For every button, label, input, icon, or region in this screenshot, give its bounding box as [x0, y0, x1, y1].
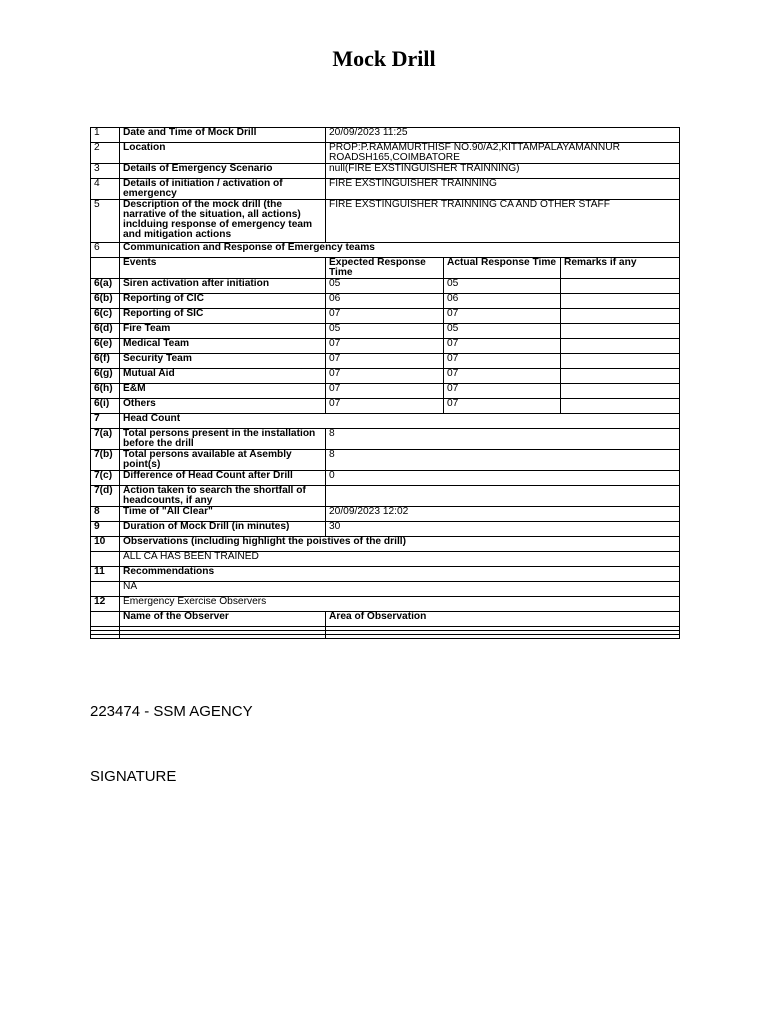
remarks-value [561, 399, 680, 414]
blank-cell [91, 612, 120, 627]
expected-value: 07 [326, 309, 444, 324]
row-value: 8 [326, 429, 680, 450]
table-row [91, 429, 680, 450]
agency-name: 223474 - SSM AGENCY [90, 703, 253, 720]
table-row [91, 369, 680, 384]
table-row [91, 324, 680, 339]
column-header-row [91, 258, 680, 279]
row-value: PROP:P.RAMAMURTHISF NO.90/A2,KITTAMPALAYAMANNUR ROADSH165,COIMBATORE [326, 143, 680, 164]
section-label: Recommendations [120, 567, 680, 582]
event-label: Others [120, 399, 326, 414]
row-number: 5 [91, 200, 120, 243]
row-label: Location [120, 143, 326, 164]
row-label: Difference of Head Count after Drill [120, 471, 326, 486]
document-title: Mock Drill [332, 46, 436, 71]
remarks-header: Remarks if any [561, 258, 680, 279]
expected-value: 05 [326, 324, 444, 339]
row-value: FIRE EXSTINGUISHER TRAINNING CA AND OTHER STAFF [326, 200, 680, 243]
event-label: E&M [120, 384, 326, 399]
mock-drill-table [90, 127, 680, 639]
observations-value: ALL CA HAS BEEN TRAINED [120, 552, 680, 567]
row-number: 10 [91, 537, 120, 552]
signature-label: SIGNATURE [90, 768, 177, 785]
row-label: Details of initiation / activation of emergency [120, 179, 326, 200]
table-row [91, 128, 680, 143]
recommendations-value: NA [120, 582, 680, 597]
expected-value: 07 [326, 369, 444, 384]
blank-cell [91, 258, 120, 279]
row-number: 6(b) [91, 294, 120, 309]
row-number: 8 [91, 507, 120, 522]
table-row [91, 354, 680, 369]
row-label: Description of the mock drill (the narrative of the situation, all actions) inclduing response of emergency team and mitigation actions [120, 200, 326, 243]
row-value [326, 486, 680, 507]
remarks-value [561, 339, 680, 354]
table-row [91, 384, 680, 399]
table-row [91, 179, 680, 200]
row-value: 30 [326, 522, 680, 537]
section-label: Observations (including highlight the poistives of the drill) [120, 537, 680, 552]
row-number: 6(a) [91, 279, 120, 294]
remarks-value [561, 354, 680, 369]
row-number: 7(b) [91, 450, 120, 471]
table-row [91, 200, 680, 243]
section-label: Head Count [120, 414, 680, 429]
table-row [91, 164, 680, 179]
row-number: 6(d) [91, 324, 120, 339]
actual-value: 05 [444, 279, 561, 294]
table-row [91, 143, 680, 164]
table-row [91, 309, 680, 324]
row-number: 6(i) [91, 399, 120, 414]
table-row [91, 567, 680, 582]
row-label: Action taken to search the shortfall of headcounts, if any [120, 486, 326, 507]
row-number: 9 [91, 522, 120, 537]
actual-response-header: Actual Response Time [444, 258, 561, 279]
row-label: Total persons present in the installation before the drill [120, 429, 326, 450]
row-number: 7(a) [91, 429, 120, 450]
remarks-value [561, 279, 680, 294]
row-number: 6(e) [91, 339, 120, 354]
blank-cell [91, 552, 120, 567]
event-label: Siren activation after initiation [120, 279, 326, 294]
table-row [91, 471, 680, 486]
table-row [91, 582, 680, 597]
actual-value: 06 [444, 294, 561, 309]
section-header-row [91, 414, 680, 429]
events-header: Events [120, 258, 326, 279]
table-row [91, 522, 680, 537]
remarks-value [561, 294, 680, 309]
row-number: 4 [91, 179, 120, 200]
row-number: 7 [91, 414, 120, 429]
row-number: 2 [91, 143, 120, 164]
observer-name-header: Name of the Observer [120, 612, 326, 627]
remarks-value [561, 384, 680, 399]
actual-value: 07 [444, 309, 561, 324]
table-row [91, 399, 680, 414]
blank-cell [91, 582, 120, 597]
row-number: 1 [91, 128, 120, 143]
row-number: 3 [91, 164, 120, 179]
section-label: Communication and Response of Emergency teams [120, 243, 680, 258]
section-header-row [91, 243, 680, 258]
row-value: FIRE EXSTINGUISHER TRAINNING [326, 179, 680, 200]
expected-value: 07 [326, 354, 444, 369]
remarks-value [561, 324, 680, 339]
row-value: 0 [326, 471, 680, 486]
event-label: Reporting of CIC [120, 294, 326, 309]
row-number: 6(f) [91, 354, 120, 369]
expected-value: 07 [326, 384, 444, 399]
actual-value: 07 [444, 369, 561, 384]
table-row [91, 597, 680, 612]
actual-value: 07 [444, 399, 561, 414]
actual-value: 07 [444, 354, 561, 369]
row-label: Date and Time of Mock Drill [120, 128, 326, 143]
row-number: 6(g) [91, 369, 120, 384]
event-label: Reporting of SIC [120, 309, 326, 324]
column-header-row [91, 612, 680, 627]
table-row [91, 279, 680, 294]
event-label: Fire Team [120, 324, 326, 339]
row-number: 6(h) [91, 384, 120, 399]
row-value: null(FIRE EXSTINGUISHER TRAINNING) [326, 164, 680, 179]
row-label: Time of "All Clear" [120, 507, 326, 522]
event-label: Security Team [120, 354, 326, 369]
table-row [91, 537, 680, 552]
event-label: Mutual Aid [120, 369, 326, 384]
row-number: 12 [91, 597, 120, 612]
expected-value: 06 [326, 294, 444, 309]
table-row [91, 486, 680, 507]
row-number: 6 [91, 243, 120, 258]
row-value: 8 [326, 450, 680, 471]
expected-value: 07 [326, 399, 444, 414]
expected-value: 07 [326, 339, 444, 354]
table-row [91, 507, 680, 522]
row-value: 20/09/2023 12:02 [326, 507, 680, 522]
row-label: Details of Emergency Scenario [120, 164, 326, 179]
row-number: 6(c) [91, 309, 120, 324]
event-label: Medical Team [120, 339, 326, 354]
table-row [91, 339, 680, 354]
blank-row [91, 635, 680, 639]
row-number: 7(d) [91, 486, 120, 507]
remarks-value [561, 369, 680, 384]
observation-area-header: Area of Observation [326, 612, 680, 627]
row-number: 11 [91, 567, 120, 582]
remarks-value [561, 309, 680, 324]
actual-value: 05 [444, 324, 561, 339]
table-row [91, 552, 680, 567]
actual-value: 07 [444, 384, 561, 399]
actual-value: 07 [444, 339, 561, 354]
section-label: Emergency Exercise Observers [120, 597, 680, 612]
row-number: 7(c) [91, 471, 120, 486]
row-label: Total persons available at Asembly point(s) [120, 450, 326, 471]
table-row [91, 450, 680, 471]
row-label: Duration of Mock Drill (in minutes) [120, 522, 326, 537]
table-row [91, 294, 680, 309]
expected-value: 05 [326, 279, 444, 294]
expected-response-header: Expected Response Time [326, 258, 444, 279]
row-value: 20/09/2023 11:25 [326, 128, 680, 143]
